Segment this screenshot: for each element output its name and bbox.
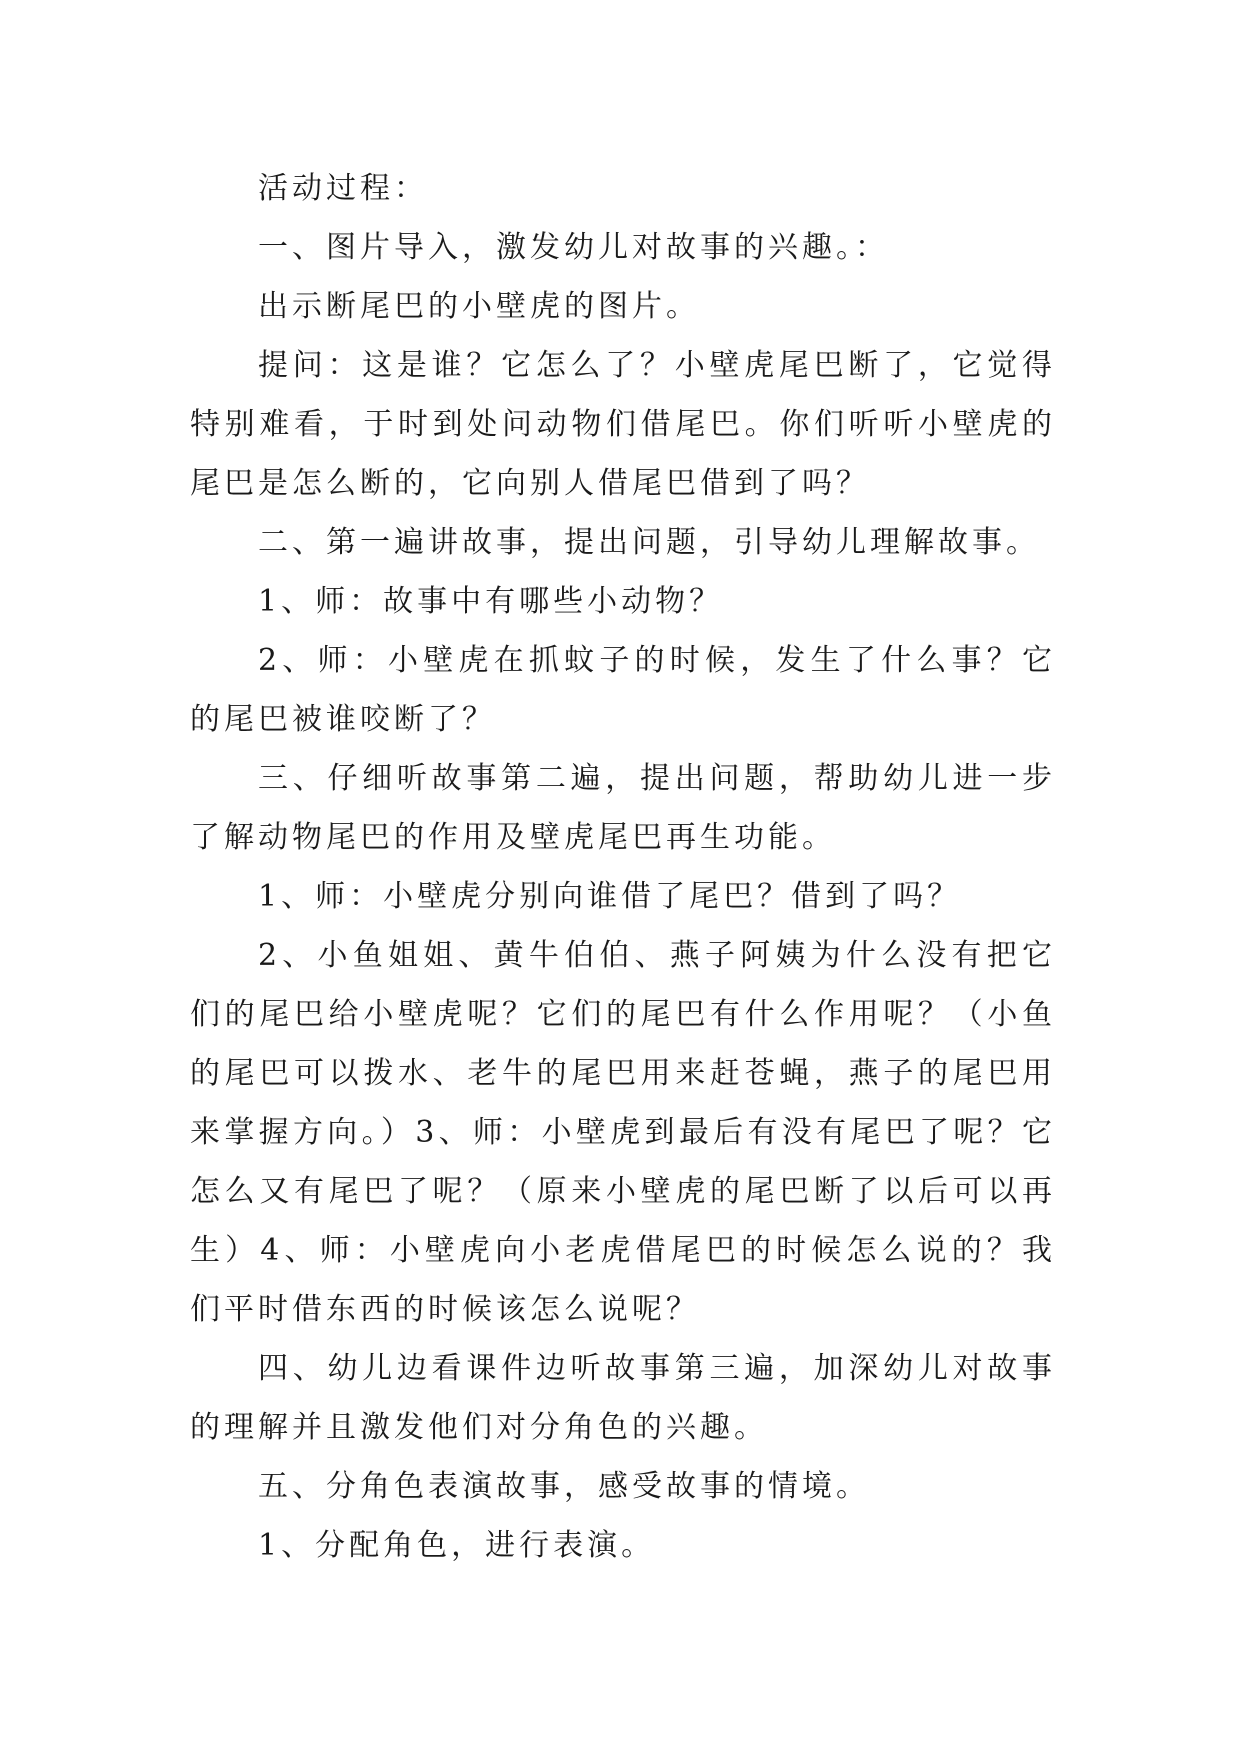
paragraph-section-5: 五、分角色表演故事，感受故事的情境。 (258, 1469, 870, 1504)
paragraph-section-2: 二、第一遍讲故事，提出问题，引导幼儿理解故事。 (258, 525, 1040, 560)
paragraph: 1、分配角色，进行表演。 (258, 1528, 656, 1563)
paragraph: 2、小鱼姐姐、黄牛伯伯、燕子阿姨为什么没有把它们的尾巴给小壁虎呢？它们的尾巴有什么作用呢？（小鱼的尾巴可以拨水、老牛的尾巴用来赶苍蝇，燕子的尾巴用来掌握方向。）3、师：小壁虎到最后有没有尾巴了呢？它怎么又有尾巴了呢？（原来小壁虎的尾巴断了以后可以再生）4、师：小壁虎向小老虎借尾巴的时候怎么说的？我们平时借东西的时候该怎么说呢？ (190, 938, 1056, 1327)
paragraph-heading: 活动过程： (258, 171, 428, 206)
paragraph: 出示断尾巴的小壁虎的图片。 (258, 289, 700, 324)
paragraph: 1、师：小壁虎分别向谁借了尾巴？借到了吗？ (258, 879, 962, 914)
paragraph-section-4: 四、幼儿边看课件边听故事第三遍，加深幼儿对故事的理解并且激发他们对分角色的兴趣。 (190, 1351, 1056, 1445)
paragraph-section-3: 三、仔细听故事第二遍，提出问题，帮助幼儿进一步了解动物尾巴的作用及壁虎尾巴再生功能。 (190, 761, 1056, 855)
paragraph: 1、师：故事中有哪些小动物？ (258, 584, 724, 619)
paragraph-section-1: 一、图片导入，激发幼儿对故事的兴趣。： (258, 230, 889, 265)
document-body (190, 159, 1056, 1575)
paragraph: 2、师：小壁虎在抓蚊子的时候，发生了什么事？它的尾巴被谁咬断了？ (190, 643, 1056, 737)
paragraph: 提问：这是谁？它怎么了？小壁虎尾巴断了，它觉得特别难看，于时到处问动物们借尾巴。你们听听小壁虎的尾巴是怎么断的，它向别人借尾巴借到了吗？ (190, 348, 1056, 501)
